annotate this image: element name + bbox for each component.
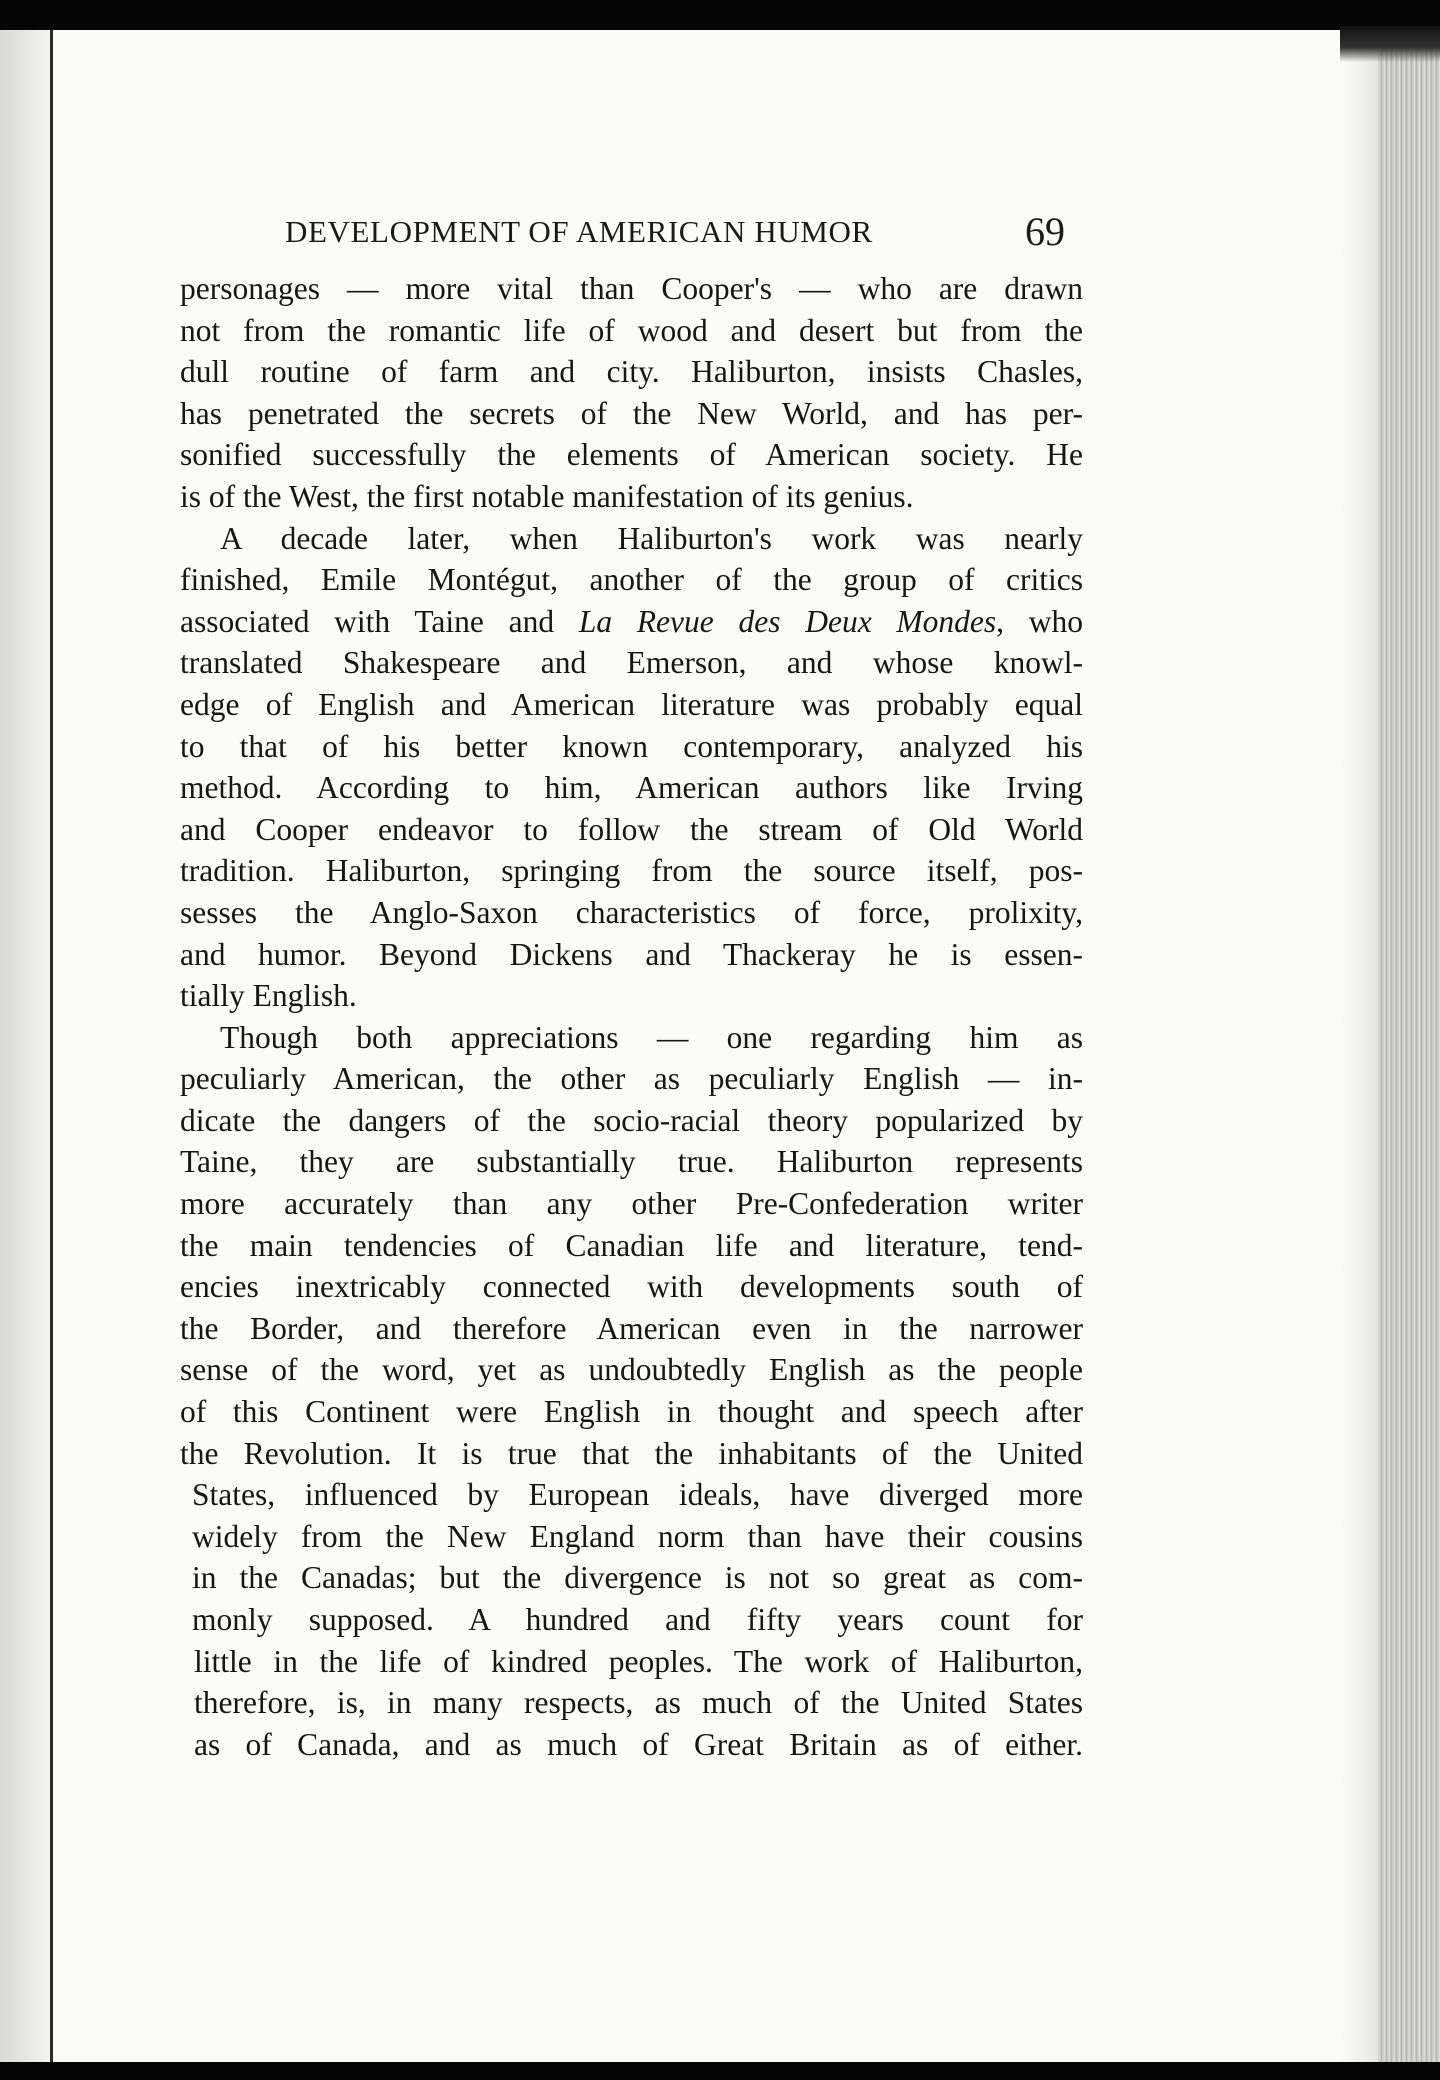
italic-journal-title: La Revue des Deux Mondes xyxy=(578,603,997,639)
text-line: as of Canada, and as much of Great Britain as of either. xyxy=(194,1726,1083,1762)
running-head-title: DEVELOPMENT OF AMERICAN HUMOR xyxy=(285,214,873,249)
text-line: sonified successfully the elements of American society. He xyxy=(180,437,1083,473)
page-number: 69 xyxy=(1025,209,1065,254)
gutter-edge xyxy=(50,30,53,2062)
text-line: of this Continent were English in thought and speech after xyxy=(180,1394,1083,1430)
paragraph-start: Though both appreciations — one regarding him as xyxy=(220,1019,1083,1055)
text-line: has penetrated the secrets of the New World, and has per- xyxy=(180,395,1083,431)
text-line: the main tendencies of Canadian life and literature, tend- xyxy=(180,1227,1083,1263)
text-line: dicate the dangers of the socio-racial theory popularized by xyxy=(180,1102,1083,1138)
text-line: widely from the New England norm than have their cousins xyxy=(192,1518,1083,1554)
book-corner-shadow xyxy=(1340,26,1440,62)
running-head xyxy=(180,208,1080,258)
text-line: tially English. xyxy=(180,978,357,1014)
text-line: the Revolution. It is true that the inhabitants of the United xyxy=(180,1435,1083,1471)
text-line: finished, Emile Montégut, another of the group of critics xyxy=(180,562,1083,598)
text-line: and Cooper endeavor to follow the stream of Old World xyxy=(180,811,1083,847)
scan-border-bottom xyxy=(0,2062,1440,2080)
text-line: peculiarly American, the other as peculiarly English — in- xyxy=(180,1061,1083,1097)
text-line: therefore, is, in many respects, as much of the United States xyxy=(194,1685,1083,1721)
text-line: sense of the word, yet as undoubtedly English as the people xyxy=(180,1352,1083,1388)
text-segment: , who xyxy=(996,603,1083,639)
text-line: translated Shakespeare and Emerson, and whose knowl- xyxy=(180,645,1083,681)
text-segment: associated with Taine and xyxy=(180,603,555,639)
text-line: monly supposed. A hundred and fifty years count for xyxy=(192,1602,1083,1637)
text-line: dull routine of farm and city. Haliburton, insists Chasles, xyxy=(180,354,1083,390)
gutter-shadow xyxy=(0,30,50,2062)
text-line: not from the romantic life of wood and desert but from the xyxy=(180,312,1083,348)
text-line: is of the West, the first notable manifestation of its genius. xyxy=(180,478,914,514)
text-line: in the Canadas; but the divergence is not so great as com- xyxy=(192,1560,1083,1596)
paragraph-start: A decade later, when Haliburton's work was nearly xyxy=(220,520,1083,556)
text-line-with-title xyxy=(180,601,1083,643)
text-line: sesses the Anglo-Saxon characteristics of force, prolixity, xyxy=(180,894,1083,930)
text-line: tradition. Haliburton, springing from the source itself, pos- xyxy=(180,853,1083,889)
text-line: method. According to him, American authors like Irving xyxy=(180,770,1083,806)
text-line: Taine, they are substantially true. Haliburton represents xyxy=(180,1144,1083,1180)
page-sheet xyxy=(0,30,1400,2062)
text-line: encies inextricably connected with developments south of xyxy=(180,1269,1083,1305)
text-line: more accurately than any other Pre-Confederation writer xyxy=(180,1186,1083,1222)
text-line: the Border, and therefore American even in the narrower xyxy=(180,1310,1083,1346)
text-line: little in the life of kindred peoples. The work of Haliburton, xyxy=(194,1643,1083,1679)
text-line: States, influenced by European ideals, have diverged more xyxy=(192,1477,1083,1513)
text-line: to that of his better known contemporary, analyzed his xyxy=(180,728,1083,764)
text-line: and humor. Beyond Dickens and Thackeray he is essen- xyxy=(180,936,1083,972)
body-text xyxy=(180,268,1083,1765)
text-line: personages — more vital than Cooper's — who are drawn xyxy=(180,271,1083,306)
text-line: edge of English and American literature was probably equal xyxy=(180,686,1083,722)
book-fore-edge xyxy=(1378,30,1440,2062)
